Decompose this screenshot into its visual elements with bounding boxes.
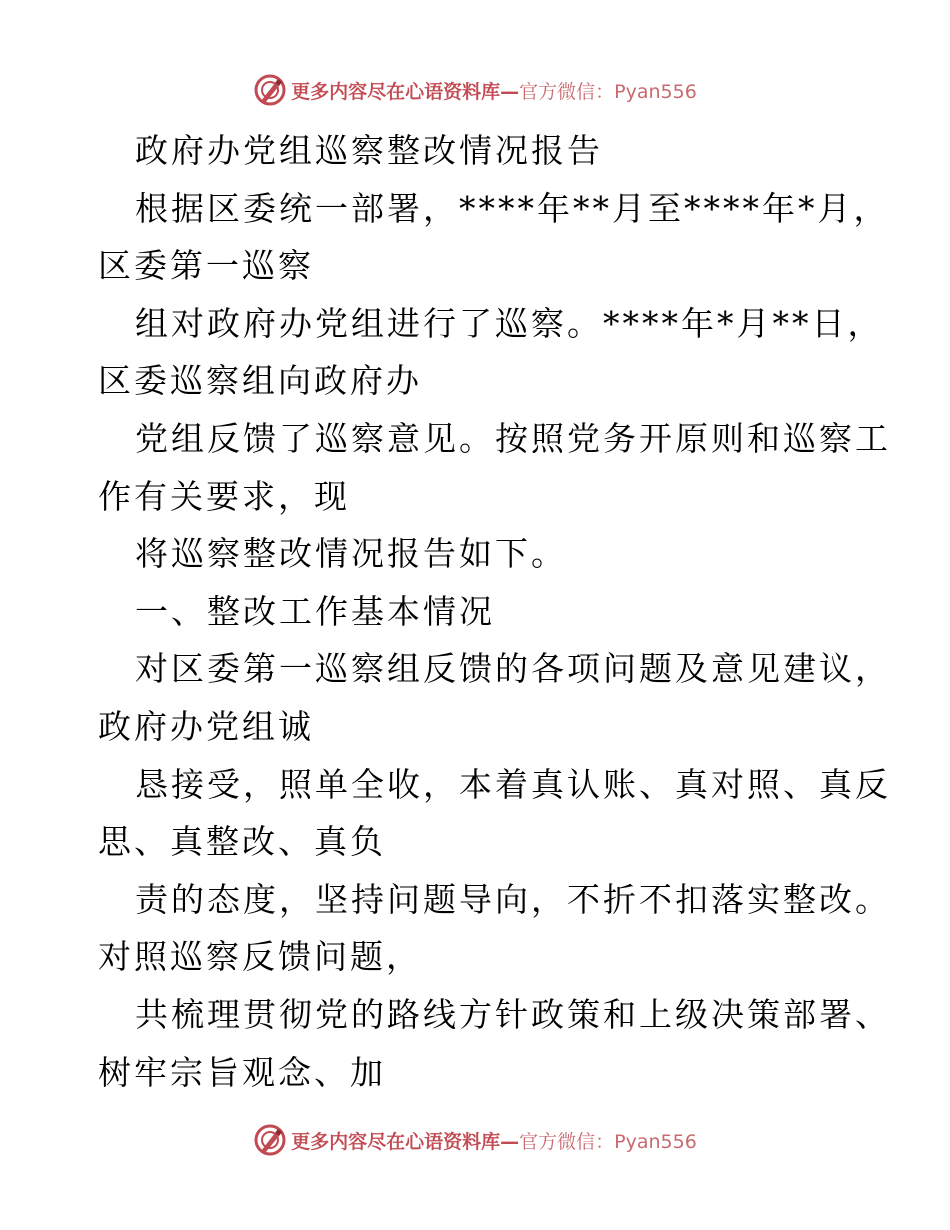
document-body xyxy=(98,122,891,1101)
document-title: 政府办党组巡察整改情况报告 xyxy=(135,131,603,170)
pen-circle-logo-icon xyxy=(253,1123,287,1157)
paragraph-line: 树牢宗旨观念、加 xyxy=(98,1052,386,1092)
section-heading: 一、整改工作基本情况 xyxy=(135,591,495,631)
paragraph-line: 党组反馈了巡察意见。按照党务开原则和巡察工 xyxy=(135,418,891,458)
paragraph-line: 政府办党组诚 xyxy=(98,706,314,746)
paragraph-line: 将巡察整改情况报告如下。 xyxy=(135,534,567,574)
paragraph-line: 对区委第一巡察组反馈的各项问题及意见建议， xyxy=(135,649,891,689)
banner-text: 更多内容尽在心语资料库—官方微信：Pyan556 xyxy=(291,80,697,103)
paragraph-line: 恳接受，照单全收，本着真认账、真对照、真反 xyxy=(135,764,891,804)
footer-banner xyxy=(0,1120,950,1160)
paragraph-line: 区委第一巡察 xyxy=(98,246,314,286)
banner-text: 更多内容尽在心语资料库—官方微信：Pyan556 xyxy=(291,1130,697,1153)
paragraph-line: 责的态度，坚持问题导向，不折不扣落实整改。 xyxy=(135,879,891,919)
pen-circle-logo-icon xyxy=(253,73,287,107)
paragraph-line: 共梳理贯彻党的路线方针政策和上级决策部署、 xyxy=(135,994,891,1034)
header-banner xyxy=(0,70,950,110)
paragraph-line: 根据区委统一部署，****年**月至****年*月， xyxy=(135,188,890,228)
paragraph-line: 作有关要求，现 xyxy=(98,476,350,516)
paragraph-line: 思、真整改、真负 xyxy=(98,822,386,862)
paragraph-line: 区委巡察组向政府办 xyxy=(98,361,422,401)
paragraph-line: 对照巡察反馈问题， xyxy=(98,937,422,977)
paragraph-line: 组对政府办党组进行了巡察。****年*月**日， xyxy=(135,303,884,343)
